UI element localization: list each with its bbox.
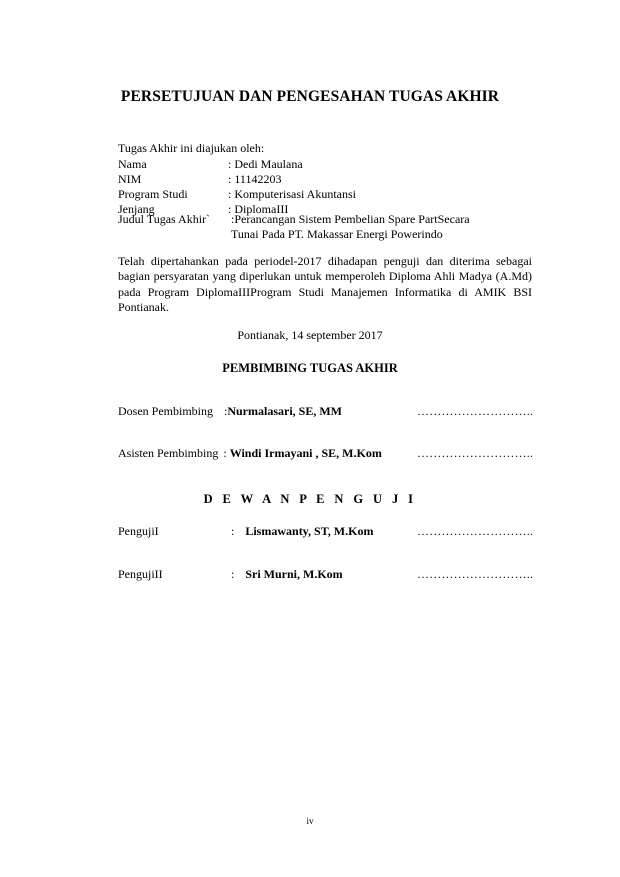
identity-key: Judul Tugas Akhir` (118, 212, 211, 226)
pembimbing-row-asisten (118, 446, 382, 461)
identity-row-nim (118, 171, 281, 187)
separator: : (224, 404, 228, 418)
role-label: PengujiI (118, 524, 159, 538)
identity-key: Program Studi (118, 187, 188, 201)
penguji-heading: D E W A N P E N G U J I (203, 492, 417, 506)
identity-row-judul (118, 211, 470, 227)
penguji-row-1 (118, 524, 373, 539)
identity-key: NIM (118, 172, 142, 186)
signature-line: ……………………….. (417, 404, 534, 418)
identity-row-program-studi (118, 186, 356, 202)
role-label: Dosen Pembimbing (118, 404, 213, 418)
identity-row-nama (118, 156, 303, 172)
signature-line: ……………………….. (417, 524, 534, 538)
signature-line: ……………………….. (417, 446, 534, 460)
role-label: Asisten Pembimbing (118, 446, 219, 460)
role-label: PengujiII (118, 567, 163, 581)
separator: : (223, 446, 230, 460)
approval-paragraph: Telah dipertahankan pada periodel-2017 dihadapan penguji dan diterima sebagai bagian persyaratan yang diperlukan untuk memperoleh Diploma Ahli Madya (A.Md) pada Program DiplomaIIIProgram Studi Manajemen Informatika di AMIK BSI Pontianak. (118, 254, 532, 314)
identity-key: Jenjang (118, 202, 155, 216)
signer-name: Nurmalasari, SE, MM (227, 404, 342, 418)
identity-key: Nama (118, 157, 147, 171)
separator: : (231, 524, 235, 538)
identity-value: : Dedi Maulana (228, 157, 303, 171)
signer-name: Windi Irmayani , SE, M.Kom (229, 446, 382, 460)
identity-value: Tunai Pada PT. Makassar Energi Powerindo (231, 227, 443, 241)
identity-row-judul-cont (118, 226, 443, 242)
identity-value: :Perancangan Sistem Pembelian Spare PartSecara (231, 212, 470, 226)
page-number: iv (306, 816, 314, 826)
signature-line: ……………………….. (417, 567, 534, 581)
intro-text: Tugas Akhir ini diajukan oleh: (118, 141, 265, 155)
identity-value: : 11142203 (228, 172, 282, 186)
place-date: Pontianak, 14 september 2017 (237, 328, 383, 342)
identity-value: : DiplomaIII (228, 202, 289, 216)
identity-value: : Komputerisasi Akuntansi (228, 187, 356, 201)
penguji-row-2 (118, 567, 343, 582)
signer-name: Lismawanty, ST, M.Kom (245, 524, 374, 538)
pembimbing-heading: PEMBIMBING TUGAS AKHIR (222, 361, 398, 375)
page-title: PERSETUJUAN DAN PENGESAHAN TUGAS AKHIR (120, 88, 500, 105)
separator: : (231, 567, 235, 581)
pembimbing-row-dosen (118, 404, 342, 419)
signer-name: Sri Murni, M.Kom (245, 567, 343, 581)
